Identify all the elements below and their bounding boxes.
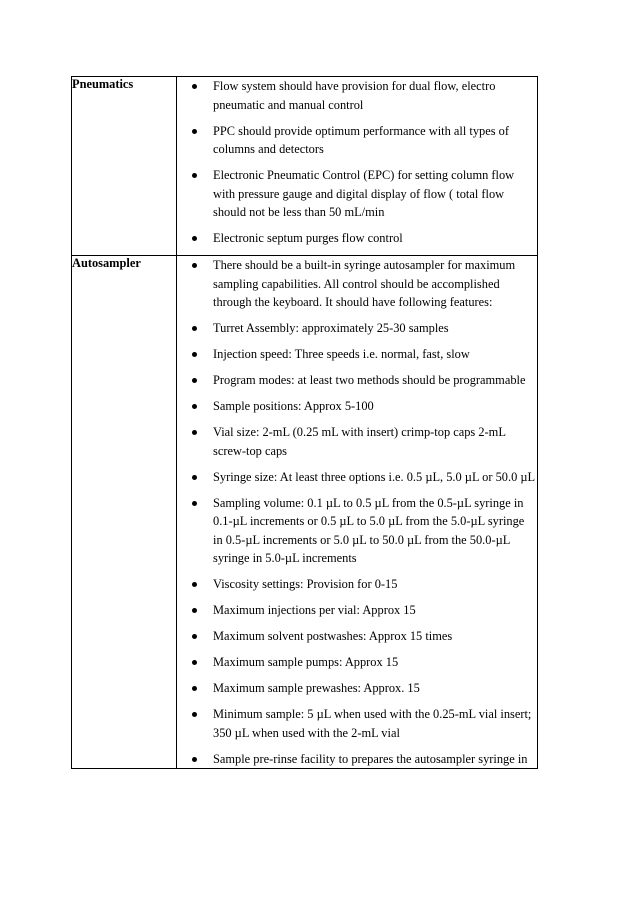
list-item-text: Viscosity settings: Provision for 0-15 [213, 577, 398, 591]
list-item-text: Syringe size: At least three options i.e. 0.5 µL, 5.0 µL or 50.0 µL [213, 469, 536, 484]
row-content-cell [177, 77, 538, 256]
bullet-icon [192, 712, 197, 717]
bullet-icon [192, 475, 197, 480]
bullet-icon [192, 608, 197, 613]
row-label-autosampler: Autosampler [72, 256, 141, 270]
bullet-icon [192, 501, 197, 506]
bullet-icon [192, 352, 197, 357]
list-item [177, 371, 537, 390]
list-item [177, 166, 537, 222]
list-item-text: Electronic septum purges flow control [213, 231, 403, 245]
row-label-cell [72, 256, 177, 769]
list-item-text: Maximum injections per vial: Approx 15 [213, 603, 416, 617]
list-item-text: Sample pre-rinse facility to prepares the autosampler syringe in [213, 751, 528, 766]
list-item [177, 229, 537, 248]
list-item [177, 345, 537, 364]
list-item [177, 575, 537, 594]
row-label-cell [72, 77, 177, 256]
list-item [177, 679, 537, 698]
bullet-icon [192, 757, 197, 762]
bullet-icon [192, 634, 197, 639]
list-item [177, 601, 537, 620]
list-item-text: Vial size: 2-mL (0.25 mL with insert) crimp-top caps 2-mL screw-top caps [213, 425, 506, 458]
list-item-text: Electronic Pneumatic Control (EPC) for setting column flow with pressure gauge and digital display of flow ( total flow should not be less than 50 mL/min [213, 168, 515, 219]
bullet-list-autosampler [177, 256, 537, 768]
list-item [177, 256, 537, 312]
table-row-autosampler [72, 256, 538, 769]
bullet-icon [192, 582, 197, 587]
list-item-text: PPC should provide optimum performance with all types of columns and detectors [213, 123, 509, 156]
bullet-list-pneumatics [177, 77, 537, 248]
bullet-icon [192, 84, 197, 89]
bullet-icon [192, 263, 197, 268]
bullet-icon [192, 326, 197, 331]
list-item-text: Sampling volume: 0.1 µL to 0.5 µL from the 0.5-µL syringe in 0.1-µL increments or 0.5 µL to 5.0 µL from the 5.0-µL syringe in 0.5-µL increments or 5.0 µL to 50.0 µL from the 50.0-µL syringe in 5.0-µL increments [213, 495, 525, 565]
list-item-text: Minimum sample: 5 µL when used with the 0.25-mL vial insert; 350 µL when used with the 2-mL vial [213, 707, 532, 740]
bullet-icon [192, 430, 197, 435]
list-item [177, 77, 537, 114]
list-item [177, 705, 537, 742]
list-item [177, 494, 537, 568]
bullet-icon [192, 404, 197, 409]
list-item [177, 750, 537, 769]
table-row-pneumatics [72, 77, 538, 256]
specification-table [71, 76, 538, 769]
row-label-pneumatics: Pneumatics [72, 77, 134, 91]
list-item [177, 468, 537, 487]
bullet-icon [192, 129, 197, 134]
list-item [177, 423, 537, 460]
list-item-text: Maximum sample pumps: Approx 15 [213, 655, 399, 669]
bullet-icon [192, 173, 197, 178]
bullet-icon [192, 378, 197, 383]
list-item-text: Sample positions: Approx 5-100 [213, 399, 374, 413]
bullet-icon [192, 686, 197, 691]
list-item-text: Maximum sample prewashes: Approx. 15 [213, 681, 420, 695]
bullet-icon [192, 236, 197, 241]
list-item [177, 319, 537, 338]
list-item-text: Maximum solvent postwashes: Approx 15 times [213, 629, 453, 643]
list-item-text: Turret Assembly: approximately 25-30 samples [213, 321, 449, 335]
row-content-cell [177, 256, 538, 769]
list-item [177, 653, 537, 672]
list-item-text: There should be a built-in syringe autosampler for maximum sampling capabilities. All control should be accomplished through the keyboard. It should have following features: [213, 258, 516, 309]
list-item [177, 122, 537, 159]
list-item-text: Injection speed: Three speeds i.e. normal, fast, slow [213, 347, 470, 361]
bullet-icon [192, 660, 197, 665]
list-item [177, 627, 537, 646]
list-item [177, 397, 537, 416]
list-item-text: Program modes: at least two methods should be programmable [213, 373, 526, 387]
list-item-text: Flow system should have provision for dual flow, electro pneumatic and manual control [213, 79, 496, 112]
